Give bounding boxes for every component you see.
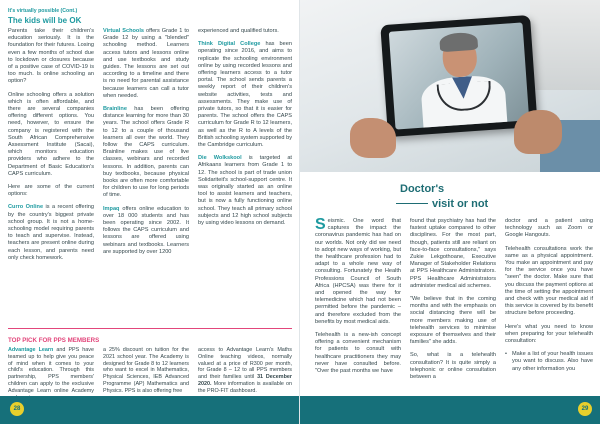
die-wolkskool-text: is targeted at Afrikaans learners from Grade 1 to 12. The school is part of trade union Solidariteit's school-support centre. It was originally started as an online tool to assist learners and teachers, but is now a fully functioning online school. They teach all primary school subjects and 12 high school subjects by using video lessons on demand. [198,155,292,227]
top-pick-column-3 [198,347,292,395]
top-pick-text: More information is available on the PRO-FIT dashboard. [198,380,292,394]
top-pick-column-2 [103,347,189,395]
paragraph: found that psychiatry has had the fastest uptake compared to other disciplines. For the most part, though, patients still are reliant on face-to-face consultations," says Zukie Lekgothoane, Executive Manager of Stakeholder Relations at PPS Healthcare Administrators. PPS Healthcare Administrators administer medical aid schemes. [410,218,496,289]
doctor-hair [439,32,478,53]
paragraph: Telehealth is a new-ish concept offering a convenient mechanism for patients to consult with healthcare practitioners they may never have consulted before. "Over the past months we have [315,332,401,375]
footer-bar-right [300,396,600,424]
impaq-label: Impaq [103,205,120,212]
paragraph [315,218,401,326]
paragraph: doctor and a patient using technology such as Zoom or Google Hangouts. [505,218,593,239]
left-column-2 [103,28,189,262]
left-column-3 [198,28,292,233]
photo-shelf [530,0,600,90]
curro-label: Curro Online [8,204,44,211]
paragraph: Telehealth consultations work the same as a physical appointment. You make an appointment and pay for the service once you have "seen" the doctor. Make sure that you discuss the payment options at the time of setting the appointment and check with your medical aid if this service is covered by its benefit structure before proceeding. [505,245,593,317]
top-pick-column-1 [8,347,94,401]
article-title-line-1: Doctor's [400,183,445,195]
bullet-item: • Make a list of your health issues you want to discuss. Also have any other information you [505,351,593,373]
top-pick-text: a 25% discount on tuition for the 2021 school year. The Academy is designed for Grade 8 to 12 learners who want to excel in Mathematics, Physical Sciences, IEB Advanced Programme (AP) Mathematics and Physics. PPS is also offering free [103,347,189,394]
brainline-label: Brainline [103,106,127,113]
article-title-line-2: visit or not [432,198,489,210]
page-number: 29 [578,402,592,416]
doctor-video-call-photo [300,0,600,172]
paragraph [8,204,94,262]
drop-cap: S [315,216,326,233]
section-tag: It's virtually possible (Cont.) [8,8,78,14]
curro-text: is a recent offering by the country's biggest private school group. It is not a home-schooling model requiring parents to teach and supervise. Instead, teachers are present online during each lesson, and parents need only check homework. [8,204,94,261]
title-underline [396,203,428,204]
divider [8,328,292,329]
paragraph: Here are some of the current options: [8,184,94,198]
footer-bar [0,396,300,424]
brainline-text: has been offering distance learning for more than 30 years. The school offers Grade R to 12 to a couple of thousand learners all over the world. They follow the CAPS curriculum. Brainline makes use of live classes, webinars and recorded lessons. In addition, parents can buy textbooks, because physical books are often more comfortable for children to use for long periods of time. [103,106,189,199]
left-hand [350,118,396,158]
virtual-schools-text: offers Grade 1 to Grade 12 by using a "blended" schooling method. Learners access tutors and lessons online and use textbooks and study guides. The lessons are set out according to a timeline and there is no need for parental assistance because learners can call a tutor when needed. [103,28,189,99]
paragraph: Online schooling offers a solution which is often affordable, and there are several companies offering different options. You need, however, to ensure the company is registered with the South African Comprehensive Assessment Institute (Sacai), which monitors education providers who adhere to the Department of Basic Education's CAPS curriculum. [8,91,94,177]
advantage-learn-label: Advantage Learn [8,347,54,353]
tablet-screen [389,22,530,129]
think-digital-text: has been operating since 2016, and aims to replicate the schooling environment online by using recorded lessons and offering learners access to a tutor portal. The school sends parents a weekly report of their children's website activities, tests and assessments. They make use of private tutors, so that it is easier for parents. The school offers the CAPS curriculum for Grade R to 12 learners, as well as the R to A levels of the British schooling system supported by the Cambridge curriculum. [198,41,292,149]
die-wolkskool-label: Die Wolkskool [198,155,242,162]
paragraph [103,106,189,200]
tablet-device [380,15,537,137]
deadline-date: 31 December 2020. [198,374,292,387]
paragraph: Parents take their children's education seriously. It is the foundation for their futures. Losing even a few months of school due to lockdown or closures because of a positive case of COVID-19 is too much. Is online schooling an option? [8,28,94,85]
right-column-2 [410,218,496,387]
think-digital-label: Think Digital College [198,41,261,48]
right-column-3 [505,218,593,379]
paragraph: experienced and qualified tutors. [198,28,279,34]
paragraph [198,155,292,227]
paragraph: Here's what you need to know when preparing for your telehealth consultation: [505,323,593,345]
impaq-text: offers online education to over 18 000 students and has been operating since 2002. It follows the CAPS curriculum and lessons are offered using webinars and textbooks. Learners are supported by over 1200 [103,205,189,255]
paragraph: So, what is a telehealth consultation? It is quite simply a telephonic or online consultation between a [410,352,496,381]
top-pick-title: TOP PICK FOR PPS MEMBERS [8,337,100,344]
top-pick-text: access to Advantage Learn's Maths Online teaching videos, normally valued at a price of R300 per month, for Grade 8 – 12 to all PPS members and their families until [198,347,292,381]
advantage-learn-text: and PPS have teamed up to help give you peace of mind when it comes to your child's education. Through this partnership, PPS members' children can apply to the exclusive Advantage Learn online Academy [8,347,94,394]
left-column-1 [8,28,94,268]
page-heading: The kids will be OK [8,16,82,25]
paragraph [103,28,189,100]
right-column-1 [315,218,401,381]
right-hand [514,110,562,154]
page-number: 28 [10,402,24,416]
paragraph: "We believe that in the coming months and with the emphasis on social distancing there will be more members making use of telehealth services to minimise exposure of themselves and their families" she adds. [410,296,496,346]
paragraph [103,206,189,256]
virtual-schools-label: Virtual Schools [103,28,145,34]
paragraph [198,41,292,149]
paragraph-text: eismic. One word that captures the impact the coronavirus pandemic has had on our worlds. Not only did we need to adopt new ways of working, but the healthcare profession had to adapt to a whole new way of consulting. Fortunately the Health Professions Council of South Africa (HPCSA) was there for it and opened the way for telemedicine which had not been permitted before the pandemic – and therefore excluded from the benefits by most medical aids. [315,218,401,325]
